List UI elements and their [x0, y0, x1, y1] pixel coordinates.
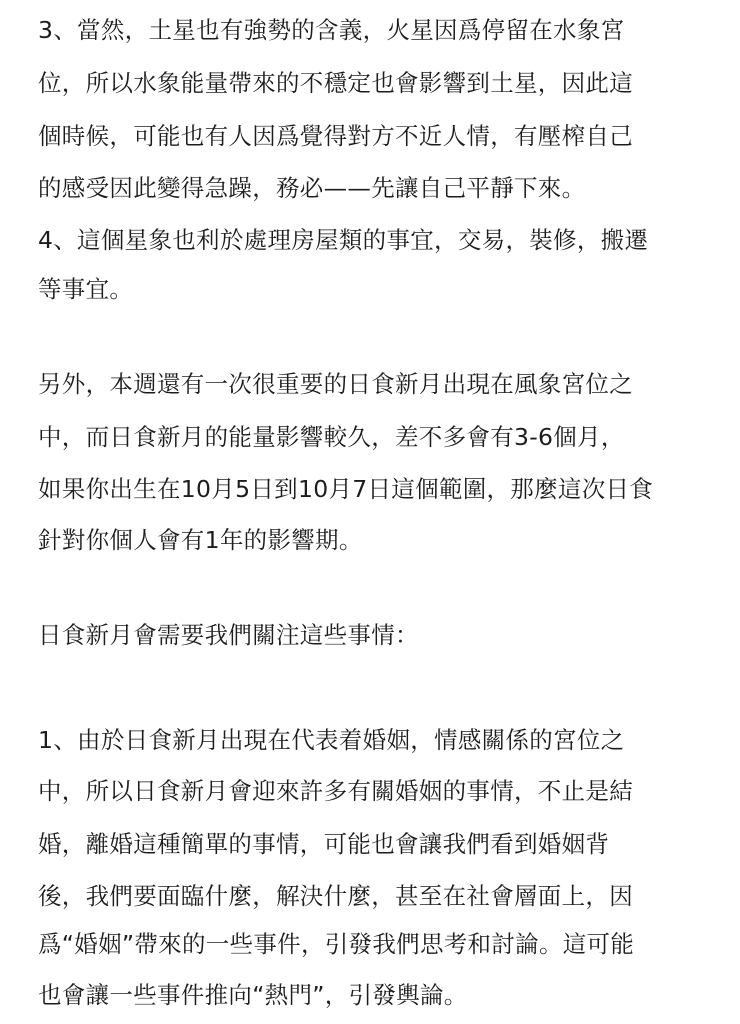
text-line: 中，而日食新月的能量影響較久，差不多會有3-6個月，	[38, 423, 625, 451]
text-line: 3、當然，土星也有強勢的含義，火星因爲停留在水象宮	[38, 16, 625, 44]
text-line: 婚，離婚這種簡單的事情，可能也會讓我們看到婚姻背	[38, 830, 610, 858]
text-line: 1、由於日食新月出現在代表着婚姻，情感關係的宮位之	[38, 726, 625, 754]
text-line: 4、這個星象也利於處理房屋類的事宜，交易，裝修，搬遷	[38, 226, 649, 254]
text-line: 後，我們要面臨什麼，解決什麼，甚至在社會層面上，因	[38, 882, 633, 910]
text-line: 日食新月會需要我們關注這些事情：	[38, 621, 419, 649]
text-line: 也會讓一些事件推向“熱門”，引發輿論。	[38, 981, 468, 1009]
text-line: 如果你出生在10月5日到10月7日這個範圍，那麼這次日食	[38, 475, 654, 503]
text-line: 中，所以日食新月會迎來許多有關婚姻的事情，不止是結	[38, 777, 633, 805]
text-line: 爲“婚姻”帶來的一些事件，引發我們思考和討論。這可能	[38, 930, 635, 958]
text-line: 等事宜。	[38, 275, 134, 303]
text-line: 的感受因此變得急躁，務必——先讓自己平靜下來。	[38, 174, 586, 202]
text-line: 位，所以水象能量帶來的不穩定也會影響到土星，因此這	[38, 69, 633, 97]
text-line: 另外，本週還有一次很重要的日食新月出現在風象宮位之	[38, 370, 633, 398]
text-line: 針對你個人會有1年的影響期。	[38, 526, 363, 554]
text-line: 個時候，可能也有人因爲覺得對方不近人情，有壓榨自己	[38, 122, 633, 150]
